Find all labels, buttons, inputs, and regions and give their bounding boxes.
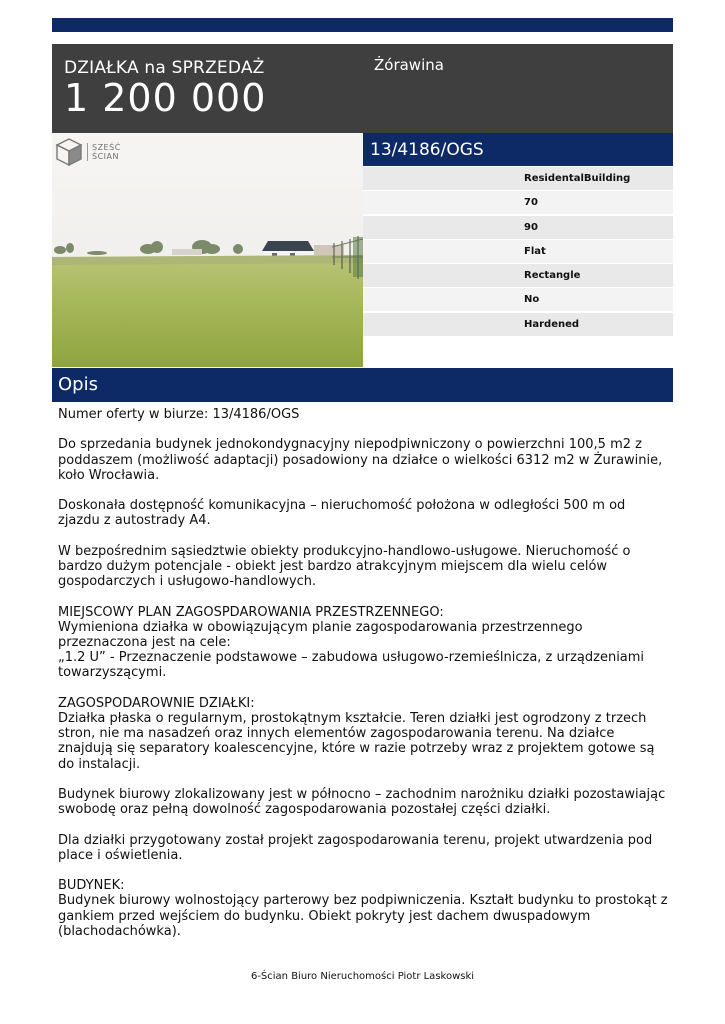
attribute-value: Rectangle xyxy=(524,270,581,282)
description-paragraph: Numer oferty w biurze: 13/4186/OGS xyxy=(58,407,300,422)
description-paragraph: ZAGOSPODAROWNIE DZIAŁKI: Działka płaska o regularnym, prostokątnym kształcie. Teren działki jest ogrodzony z trzech stron, nie ma nasadzeń oraz innych elementów zagospodarowania terenu. Na działce znajdują się separatory koalescencyjne, które w razie potrzeby wraz z projektem gotowe są do instalacji. xyxy=(58,695,655,772)
attribute-row xyxy=(363,264,673,287)
cube-logo-icon xyxy=(55,137,83,167)
description-paragraph: Doskonała dostępność komunikacyjna – nieruchomość położona w odległości 500 m od zjazdu z autostrady A4. xyxy=(58,498,626,529)
attribute-row xyxy=(363,240,673,263)
section-title: Opis xyxy=(58,374,98,395)
footer-agency-name: 6-Ścian Biuro Nieruchomości Piotr Laskowski xyxy=(250,971,475,982)
field-landscape-image xyxy=(52,133,363,367)
attribute-row xyxy=(363,191,673,214)
description-paragraph: MIEJSCOWY PLAN ZAGOSPDARОWANIA PRZESTRZENNEGO: Wymieniona działka w obowiązującym planie zagospodarowania przestrzennego przeznaczona jest na cele: „1.2 U” - Przeznaczenie podstawowe – zabudowa usługowo-rzemieślnicza, z urządzeniami towarzyszącymi. xyxy=(58,604,645,681)
description-paragraph: W bezpośrednim sąsiedztwie obiekty produkcyjno-handlowo-usługowe. Nieruchomość o bardzo dużym potencjale - obiekt jest bardzo atrakcyjnym miejscem dla wielu celów gospodarczych i usługowo-handlowych. xyxy=(58,543,631,590)
offer-reference-number: 13/4186/OGS xyxy=(370,140,484,160)
description-paragraph: Do sprzedania budynek jednokondygnacyjny niepodpiwniczony o powierzchni 100,5 m2 z poddaszem (możliwość adaptacji) posadowiony na działce o wielkości 6312 m2 w Żurawinie, koło Wrocławia. xyxy=(58,437,663,483)
top-accent-bar xyxy=(52,18,673,32)
listing-type: DZIAŁKA na SPRZEDAŻ xyxy=(64,58,265,78)
attribute-value: No xyxy=(524,294,540,306)
attribute-row xyxy=(363,313,673,336)
listing-header xyxy=(52,44,673,133)
attribute-value: ResidentalBuilding xyxy=(524,173,631,184)
attribute-value: 70 xyxy=(524,197,538,209)
attribute-row xyxy=(363,288,673,311)
attribute-row xyxy=(363,216,673,239)
property-photo xyxy=(52,133,363,367)
attribute-value: Flat xyxy=(524,245,546,257)
attribute-row xyxy=(363,167,673,190)
logo-line-2: ŚCIAN xyxy=(92,152,119,161)
description-paragraph: BUDYNEK: Budynek biurowy wolnostojący parterowy bez podpiwniczenia. Kształt budynku to prostokąt z gankiem przed wejściem do budynku. Obiekt pokryty jest dachem dwuspadowym (blachodachówka). xyxy=(58,878,668,939)
attribute-value: 90 xyxy=(524,221,538,233)
description-section-header xyxy=(52,368,673,402)
description-body xyxy=(58,407,670,954)
listing-city: Żórawina xyxy=(374,56,444,74)
description-paragraph: Budynek biurowy zlokalizowany jest w północno – zachodnim narożniku działki pozostawiając swobodę oraz pełną dowolność zagospodarowania pozostałej części działki. xyxy=(58,786,666,818)
company-logo xyxy=(55,137,121,167)
offer-reference-bar xyxy=(363,133,673,166)
description-paragraph: Dla działki przygotowany został projekt zagospodarowania terenu, projekt utwardzenia pod place i oświetlenia. xyxy=(58,832,653,863)
logo-line-1: SZEŚĆ xyxy=(92,143,121,152)
attribute-value: Hardened xyxy=(524,318,580,330)
logo-wordmark xyxy=(87,143,121,161)
listing-price: 1 200 000 xyxy=(64,76,267,120)
attributes-table xyxy=(363,167,673,337)
